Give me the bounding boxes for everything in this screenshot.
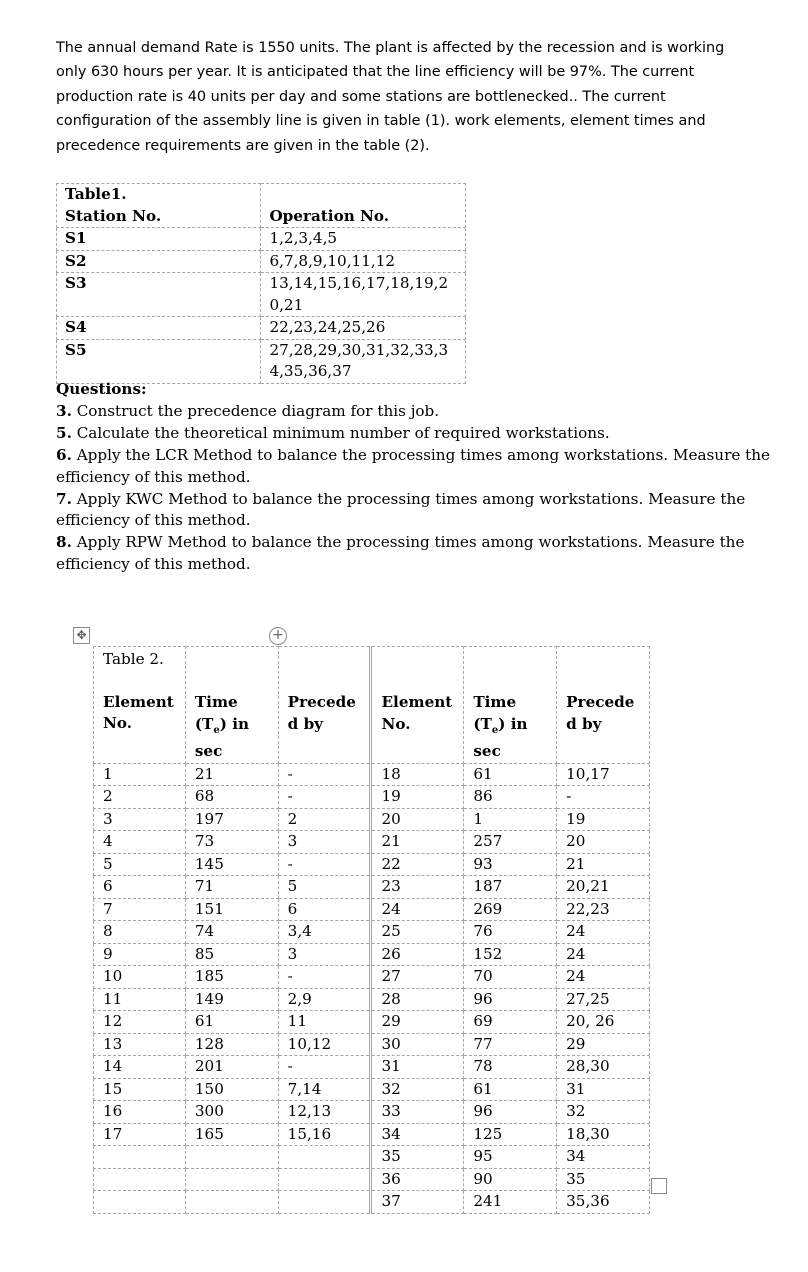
element-no-cell: 5 [94, 853, 186, 876]
preceded-by-cell: 15,16 [278, 1123, 371, 1146]
operations-cell: 13,14,15,16,17,18,19,20,21 [261, 273, 466, 317]
time-cell: 69 [464, 1011, 557, 1034]
element-no-cell: 22 [371, 853, 464, 876]
time-cell: 1 [464, 808, 557, 831]
table-2-row [94, 876, 650, 899]
time-cell: 74 [185, 921, 278, 944]
element-no-cell: 23 [371, 876, 464, 899]
preceded-header-label: Preceded by [566, 693, 635, 733]
table-resize-handle-icon[interactable] [651, 1178, 667, 1194]
preceded-by-cell: 2 [278, 808, 371, 831]
time-cell: 73 [185, 831, 278, 854]
table-2-row [94, 1078, 650, 1101]
element-no-cell: 19 [371, 786, 464, 809]
element-no-cell [94, 1168, 186, 1191]
element-no-cell: 25 [371, 921, 464, 944]
time-cell: 187 [464, 876, 557, 899]
preceded-by-cell: 10,17 [557, 763, 650, 786]
preceded-by-cell: 11 [278, 1011, 371, 1034]
question-text: Apply RPW Method to balance the processing times among workstations. Measure the efficiency of this method. [56, 533, 745, 574]
element-no-cell: 36 [371, 1168, 464, 1191]
element-no-cell: 14 [94, 1056, 186, 1079]
table-2-row [94, 831, 650, 854]
table-2-row [94, 853, 650, 876]
preceded-header-right [557, 647, 650, 764]
time-header-right [464, 647, 557, 764]
question-text: Construct the precedence diagram for this job. [76, 401, 440, 420]
preceded-by-cell: 35,36 [557, 1191, 650, 1214]
time-cell: 149 [185, 988, 278, 1011]
time-cell: 128 [185, 1033, 278, 1056]
preceded-by-cell: 24 [557, 921, 650, 944]
time-cell: 125 [464, 1123, 557, 1146]
time-cell: 86 [464, 786, 557, 809]
table-2-row [94, 921, 650, 944]
table-2-row [94, 988, 650, 1011]
element-no-cell: 31 [371, 1056, 464, 1079]
preceded-by-cell: 20, 26 [557, 1011, 650, 1034]
preceded-by-cell: 20,21 [557, 876, 650, 899]
question-text: Apply KWC Method to balance the processing times among workstations. Measure the efficiency of this method. [56, 489, 746, 530]
element-no-cell: 15 [94, 1078, 186, 1101]
preceded-by-cell: 27,25 [557, 988, 650, 1011]
table-1 [56, 183, 466, 384]
element-no-cell: 17 [94, 1123, 186, 1146]
preceded-by-cell: 3,4 [278, 921, 371, 944]
time-cell: 145 [185, 853, 278, 876]
preceded-header-label: Preceded by [287, 693, 356, 733]
table-2-header-row [94, 647, 650, 764]
table-1-title: Table1. [65, 185, 127, 203]
table-2-row [94, 966, 650, 989]
table-2-row [94, 943, 650, 966]
question-item [56, 401, 776, 423]
station-cell: S3 [57, 273, 261, 317]
preceded-by-cell: 10,12 [278, 1033, 371, 1056]
question-number: 6. [56, 445, 72, 464]
time-cell: 197 [185, 808, 278, 831]
preceded-by-cell: - [278, 786, 371, 809]
element-no-cell: 1 [94, 763, 186, 786]
preceded-by-cell: 20 [557, 831, 650, 854]
question-item [56, 532, 776, 576]
time-cell: 93 [464, 853, 557, 876]
time-cell: 152 [464, 943, 557, 966]
element-no-cell [94, 1146, 186, 1169]
table-1-header-station [57, 184, 261, 228]
table-2-row [94, 1168, 650, 1191]
station-cell: S1 [57, 228, 261, 251]
preceded-by-cell [278, 1168, 371, 1191]
preceded-by-cell: - [278, 853, 371, 876]
time-cell: 165 [185, 1123, 278, 1146]
time-cell: 96 [464, 988, 557, 1011]
station-cell: S2 [57, 250, 261, 273]
element-header-right [371, 647, 464, 764]
time-cell: 300 [185, 1101, 278, 1124]
operations-cell: 1,2,3,4,5 [261, 228, 466, 251]
time-cell: 78 [464, 1056, 557, 1079]
question-text: Apply the LCR Method to balance the processing times among workstations. Measure the efficiency of this method. [56, 445, 771, 486]
preceded-by-cell: - [557, 786, 650, 809]
preceded-by-cell: 32 [557, 1101, 650, 1124]
element-no-cell: 33 [371, 1101, 464, 1124]
element-no-cell: 9 [94, 943, 186, 966]
element-no-cell [94, 1191, 186, 1214]
time-header-label: Time $(T_e)$ in sec [473, 693, 528, 761]
table-1-header-row [57, 184, 466, 228]
time-cell: 85 [185, 943, 278, 966]
preceded-by-cell: 2,9 [278, 988, 371, 1011]
table-2-row [94, 1123, 650, 1146]
table-1-row [57, 250, 466, 273]
element-no-cell: 29 [371, 1011, 464, 1034]
table-2-row [94, 1033, 650, 1056]
element-no-cell: 7 [94, 898, 186, 921]
table-2-row [94, 1011, 650, 1034]
preceded-by-cell: 3 [278, 943, 371, 966]
element-header-label: Element No. [103, 692, 174, 732]
table-2-row [94, 1056, 650, 1079]
questions-heading: Questions: [56, 380, 147, 398]
time-cell: 61 [185, 1011, 278, 1034]
preceded-by-cell: 24 [557, 943, 650, 966]
element-no-cell: 24 [371, 898, 464, 921]
time-cell: 61 [464, 1078, 557, 1101]
table-1-row [57, 228, 466, 251]
preceded-by-cell: - [278, 966, 371, 989]
table-2-row [94, 763, 650, 786]
station-cell: S4 [57, 317, 261, 340]
table-2-title: Table 2. [103, 650, 164, 668]
table-1-row [57, 339, 466, 383]
element-no-cell: 30 [371, 1033, 464, 1056]
preceded-by-cell: 22,23 [557, 898, 650, 921]
question-number: 3. [56, 401, 72, 420]
preceded-by-cell: 28,30 [557, 1056, 650, 1079]
element-no-cell: 18 [371, 763, 464, 786]
operations-cell: 22,23,24,25,26 [261, 317, 466, 340]
intro-paragraph: The annual demand Rate is 1550 units. The plant is affected by the recession and is working only 630 hours per year. It is anticipated that the line efficiency will be 97%. The current production rate is 40 units per day and some stations are bottlenecked.. The current configuration of the assembly line is given in table (1). work elements, element times and precedence requirements are given in the table (2). [56, 40, 725, 154]
preceded-by-cell: 19 [557, 808, 650, 831]
preceded-by-cell [278, 1146, 371, 1169]
preceded-by-cell: 21 [557, 853, 650, 876]
preceded-by-cell: 31 [557, 1078, 650, 1101]
time-cell [185, 1168, 278, 1191]
table-2 [93, 646, 650, 1214]
element-no-cell: 2 [94, 786, 186, 809]
time-cell: 61 [464, 763, 557, 786]
question-item [56, 489, 776, 533]
time-cell: 70 [464, 966, 557, 989]
preceded-by-cell: 35 [557, 1168, 650, 1191]
question-item [56, 423, 776, 445]
element-no-cell: 20 [371, 808, 464, 831]
question-item [56, 445, 776, 489]
question-number: 5. [56, 423, 72, 442]
question-number: 7. [56, 489, 72, 508]
add-column-plus-icon[interactable]: + [269, 627, 287, 645]
time-cell: 151 [185, 898, 278, 921]
time-cell: 77 [464, 1033, 557, 1056]
table-2-row [94, 1101, 650, 1124]
table-move-handle-icon[interactable]: ✥ [73, 627, 90, 644]
element-no-cell: 35 [371, 1146, 464, 1169]
element-no-cell: 28 [371, 988, 464, 1011]
preceded-by-cell: 6 [278, 898, 371, 921]
element-no-cell: 27 [371, 966, 464, 989]
preceded-by-cell: 24 [557, 966, 650, 989]
time-header-label: Time $(T_e)$ in sec [194, 693, 250, 761]
preceded-by-cell: 34 [557, 1146, 650, 1169]
time-header-left [185, 647, 278, 764]
element-no-cell: 3 [94, 808, 186, 831]
table-1-row [57, 273, 466, 317]
time-cell: 76 [464, 921, 557, 944]
element-no-cell: 11 [94, 988, 186, 1011]
time-cell: 150 [185, 1078, 278, 1101]
time-cell [185, 1146, 278, 1169]
element-no-cell: 34 [371, 1123, 464, 1146]
time-cell: 21 [185, 763, 278, 786]
element-no-cell: 8 [94, 921, 186, 944]
element-no-cell: 37 [371, 1191, 464, 1214]
element-no-cell: 21 [371, 831, 464, 854]
question-number: 8. [56, 533, 72, 552]
preceded-by-cell [278, 1191, 371, 1214]
element-no-cell: 32 [371, 1078, 464, 1101]
time-cell: 90 [464, 1168, 557, 1191]
table-2-row [94, 1191, 650, 1214]
time-cell: 71 [185, 876, 278, 899]
element-no-cell: 6 [94, 876, 186, 899]
station-cell: S5 [57, 339, 261, 383]
time-cell: 96 [464, 1101, 557, 1124]
table-1-row [57, 317, 466, 340]
preceded-by-cell: 7,14 [278, 1078, 371, 1101]
operation-header-label: Operation No. [269, 206, 390, 225]
element-header-label: Element No. [381, 693, 453, 733]
table-2-row [94, 1146, 650, 1169]
time-cell: 201 [185, 1056, 278, 1079]
element-no-cell: 26 [371, 943, 464, 966]
preceded-by-cell: 12,13 [278, 1101, 371, 1124]
table-1-header-operation [261, 184, 466, 228]
time-cell: 257 [464, 831, 557, 854]
time-cell: 185 [185, 966, 278, 989]
time-cell: 241 [464, 1191, 557, 1214]
preceded-header-left [278, 647, 371, 764]
time-cell [185, 1191, 278, 1214]
preceded-by-cell: 3 [278, 831, 371, 854]
preceded-by-cell: 18,30 [557, 1123, 650, 1146]
station-header-label: Station No. [65, 206, 162, 225]
time-cell: 68 [185, 786, 278, 809]
element-no-cell: 10 [94, 966, 186, 989]
operations-cell: 6,7,8,9,10,11,12 [261, 250, 466, 273]
element-no-cell: 12 [94, 1011, 186, 1034]
element-no-cell: 4 [94, 831, 186, 854]
table-2-row [94, 898, 650, 921]
preceded-by-cell: 29 [557, 1033, 650, 1056]
preceded-by-cell: - [278, 763, 371, 786]
time-cell: 269 [464, 898, 557, 921]
preceded-by-cell: 5 [278, 876, 371, 899]
element-header-left [94, 647, 186, 764]
question-text: Calculate the theoretical minimum number of required workstations. [76, 423, 610, 442]
operations-cell: 27,28,29,30,31,32,33,34,35,36,37 [261, 339, 466, 383]
preceded-by-cell: - [278, 1056, 371, 1079]
table-2-row [94, 808, 650, 831]
questions-section [56, 379, 776, 576]
table-2-row [94, 786, 650, 809]
element-no-cell: 16 [94, 1101, 186, 1124]
time-cell: 95 [464, 1146, 557, 1169]
element-no-cell: 13 [94, 1033, 186, 1056]
